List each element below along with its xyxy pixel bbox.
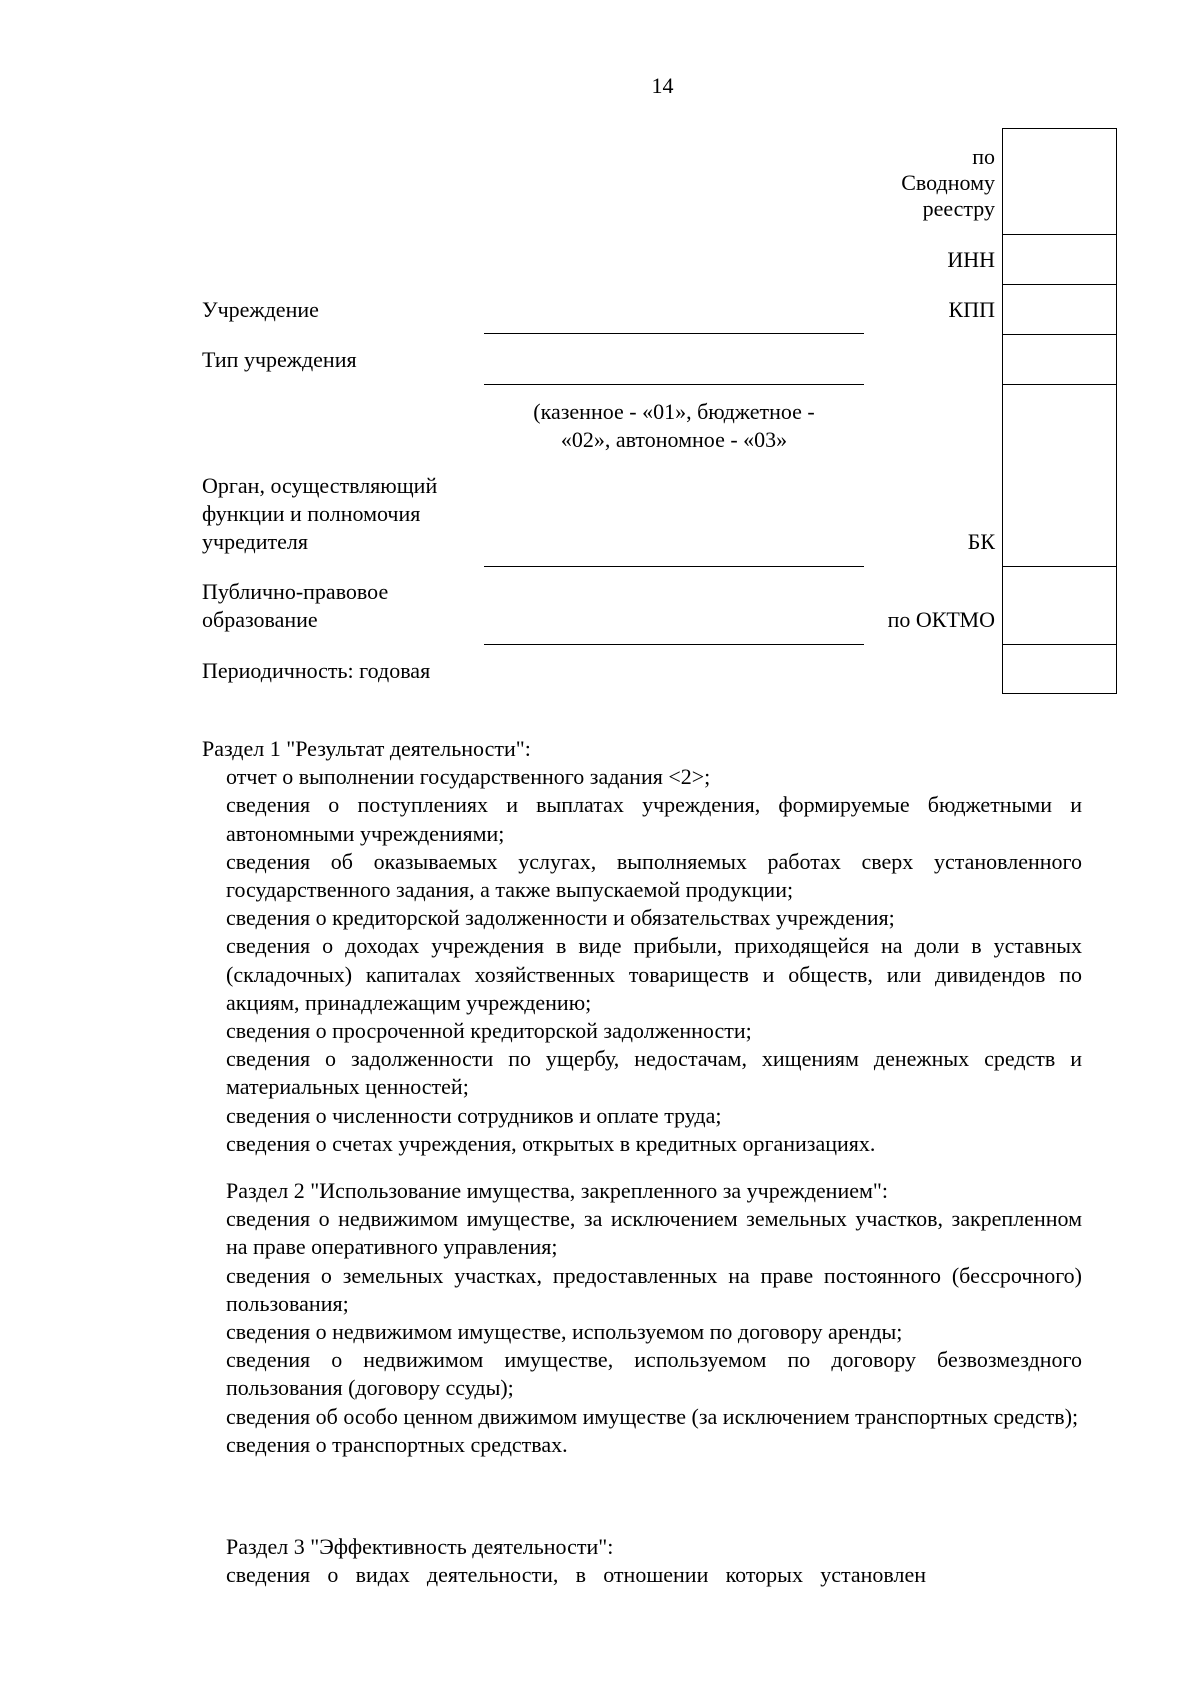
oktmo-label: по ОКТМО (887, 607, 995, 632)
kpp-label: КПП (948, 297, 995, 322)
codes-box (1002, 128, 1117, 694)
section-3-item: сведения о видах деятельности, в отношении которых установлен (226, 1562, 926, 1588)
organ-label-line1: Орган, осуществляющий (202, 473, 438, 498)
section-2 (202, 1177, 1082, 1459)
public-entity-label-line1: Публично-правовое (202, 579, 389, 604)
section-1-title: Раздел 1 "Результат деятельности": (202, 736, 531, 761)
section-2-item: сведения о недвижимом имуществе, используемом по договору аренды; (226, 1319, 903, 1345)
svodny-reestr-cell[interactable] (1003, 129, 1116, 235)
section-2-item: сведения о транспортных средствах. (226, 1431, 568, 1457)
institution-type-hint (484, 398, 864, 454)
section-1-item: сведения об оказываемых услугах, выполняемых работах сверх установленного государственного задания, а также выпускаемой продукции; (226, 848, 1082, 903)
section-1-item: сведения о доходах учреждения в виде прибыли, приходящейся на доли в уставных (складочных) капиталах хозяйственных товариществ и обществ, или дивидендов по акциям, принадлежащим учреждению; (226, 933, 1082, 1015)
inn-label: ИНН (947, 247, 995, 272)
institution-fill-line[interactable] (484, 333, 864, 334)
institution-type-code-cell[interactable] (1003, 335, 1116, 385)
section-1-item: сведения о численности сотрудников и оплате труда; (226, 1102, 722, 1128)
section-2-item: сведения о земельных участках, предоставленных на праве постоянного (бессрочного) пользования; (226, 1262, 1082, 1316)
institution-label: Учреждение (202, 297, 319, 322)
section-1-item: сведения о кредиторской задолженности и обязательствах учреждения; (226, 905, 895, 931)
section-1-item: сведения о счетах учреждения, открытых в кредитных организациях. (226, 1130, 876, 1156)
public-entity-fill-line[interactable] (484, 644, 864, 645)
section-1 (202, 735, 1082, 1158)
section-3-title: Раздел 3 "Эффективность деятельности": (226, 1534, 614, 1559)
section-3 (202, 1533, 1082, 1589)
type-hint-line1: (казенное - «01», бюджетное - (533, 399, 815, 424)
kpp-cell[interactable] (1003, 285, 1116, 335)
periodicity-label: Периодичность: годовая (202, 658, 431, 683)
inn-cell[interactable] (1003, 235, 1116, 285)
organ-label-line2: функции и полномочия (202, 501, 421, 526)
section-1-item: сведения о просроченной кредиторской задолженности; (226, 1018, 752, 1044)
bk-label: БК (967, 529, 995, 554)
section-2-title: Раздел 2 "Использование имущества, закрепленного за учреждением": (226, 1178, 888, 1203)
svodny-label-line3: реестру (922, 196, 995, 221)
institution-type-fill-line[interactable] (484, 384, 864, 385)
type-hint-line2: «02», автономное - «03» (560, 427, 788, 452)
page-number: 14 (651, 73, 674, 98)
organ-fill-line[interactable] (484, 566, 864, 567)
svodny-label-line1: по (972, 144, 995, 169)
section-2-item: сведения о недвижимом имуществе, используемом по договору безвозмездного пользования (договору ссуды); (226, 1347, 1082, 1401)
periodicity-code-cell[interactable] (1003, 645, 1116, 692)
oktmo-cell[interactable] (1003, 567, 1116, 645)
public-entity-label-line2: образование (202, 607, 318, 632)
bk-cell[interactable] (1003, 385, 1116, 567)
section-2-item: сведения о недвижимом имуществе, за исключением земельных участков, закрепленном на праве оперативного управления; (226, 1206, 1082, 1260)
section-1-item: отчет о выполнении государственного задания <2>; (226, 764, 711, 790)
section-2-item: сведения об особо ценном движимом имуществе (за исключением транспортных средств); (226, 1403, 1079, 1429)
section-1-item: сведения о поступлениях и выплатах учреждения, формируемые бюджетными и автономными учреждениями; (226, 792, 1082, 846)
organ-label-line3: учредителя (202, 529, 308, 554)
svodny-label-line2: Сводному (901, 170, 995, 195)
section-1-item: сведения о задолженности по ущербу, недостачам, хищениям денежных средств и материальных ценностей; (226, 1046, 1082, 1100)
institution-type-label: Тип учреждения (202, 347, 357, 372)
